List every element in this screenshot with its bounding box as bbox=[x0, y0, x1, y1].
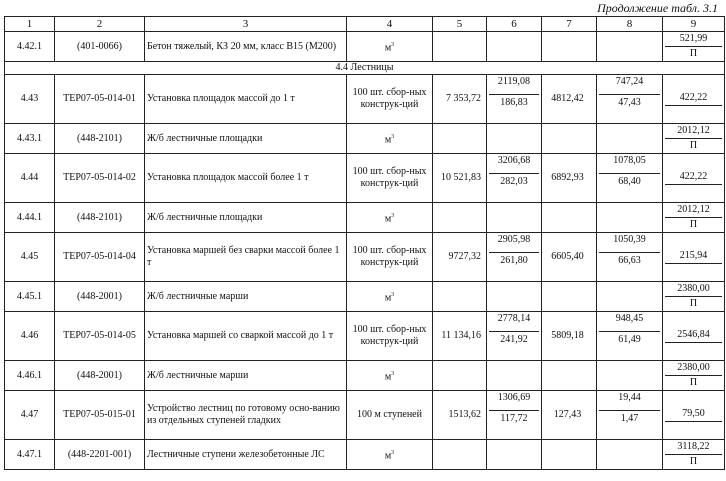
header-col-3: 3 bbox=[145, 17, 347, 32]
wage-cost bbox=[487, 391, 542, 440]
rate-code: ТЕР07-05-014-04 bbox=[55, 233, 145, 282]
table-row bbox=[5, 32, 725, 62]
header-col-2: 2 bbox=[55, 17, 145, 32]
wage-cost bbox=[487, 154, 542, 203]
table-row bbox=[5, 440, 725, 470]
header-col-1: 1 bbox=[5, 17, 55, 32]
wage-sub-value: 282,03 bbox=[500, 176, 528, 187]
machine-cost bbox=[542, 361, 597, 391]
unit-cell bbox=[347, 233, 433, 282]
work-name: Устройство лестниц по готовому осно-ванию из отдельных ступеней гладких bbox=[145, 391, 347, 440]
machinist-sub-value: 66,63 bbox=[618, 255, 641, 266]
machine-cost bbox=[542, 391, 597, 440]
table-row bbox=[5, 124, 725, 154]
material-cost bbox=[663, 361, 725, 391]
unit-superscript: 3 bbox=[391, 370, 395, 377]
total-cost bbox=[433, 32, 487, 62]
table-row bbox=[5, 75, 725, 124]
unit-cell bbox=[347, 282, 433, 312]
wage-cost bbox=[487, 312, 542, 361]
section-title: 4.4 Лестницы bbox=[5, 62, 725, 75]
item-number: 4.42.1 bbox=[5, 32, 55, 62]
unit-text: м bbox=[384, 450, 392, 462]
material-cost bbox=[663, 233, 725, 282]
machine-cost bbox=[542, 233, 597, 282]
unit-superscript: 3 bbox=[391, 133, 395, 140]
wage-value: 2119,08 bbox=[489, 75, 539, 95]
material-cost bbox=[663, 32, 725, 62]
total-cost-value: 9727,32 bbox=[448, 250, 481, 262]
table-row bbox=[5, 154, 725, 203]
unit-superscript: 3 bbox=[391, 41, 395, 48]
unit-cell bbox=[347, 440, 433, 470]
machinist-cost bbox=[597, 233, 663, 282]
machine-cost bbox=[542, 124, 597, 154]
work-name: Ж/б лестничные площадки bbox=[145, 203, 347, 233]
material-value: 2546,84 bbox=[665, 329, 722, 343]
total-cost bbox=[433, 233, 487, 282]
work-name: Установка площадок массой до 1 т bbox=[145, 75, 347, 124]
rate-code: (448-2101) bbox=[55, 124, 145, 154]
work-name: Установка маршей без сварки массой более 1 т bbox=[145, 233, 347, 282]
work-name: Ж/б лестничные площадки bbox=[145, 124, 347, 154]
machine-cost bbox=[542, 32, 597, 62]
machinist-sub-value: 68,40 bbox=[618, 176, 641, 187]
wage-cost bbox=[487, 440, 542, 470]
machinist-cost bbox=[597, 440, 663, 470]
material-cost bbox=[663, 391, 725, 440]
machine-cost bbox=[542, 75, 597, 124]
header-row bbox=[5, 17, 725, 32]
total-cost bbox=[433, 124, 487, 154]
wage-cost bbox=[487, 203, 542, 233]
machinist-value: 1078,05 bbox=[599, 154, 660, 174]
machinist-cost bbox=[597, 361, 663, 391]
unit-text: 100 шт. сбор-ных конструк-ций bbox=[352, 245, 427, 268]
total-cost bbox=[433, 75, 487, 124]
machinist-cost bbox=[597, 312, 663, 361]
unit-text: м bbox=[384, 371, 392, 383]
header-col-7: 7 bbox=[542, 17, 597, 32]
unit-text: м bbox=[384, 42, 392, 54]
wage-cost bbox=[487, 75, 542, 124]
total-cost-value: 10 521,83 bbox=[441, 171, 481, 183]
material-mark: П bbox=[689, 297, 698, 309]
unit-text: 100 шт. сбор-ных конструк-ций bbox=[352, 324, 427, 347]
item-number: 4.47 bbox=[5, 391, 55, 440]
unit-superscript: 3 bbox=[391, 212, 395, 219]
wage-cost bbox=[487, 282, 542, 312]
machine-cost bbox=[542, 203, 597, 233]
material-cost bbox=[663, 75, 725, 124]
wage-cost bbox=[487, 124, 542, 154]
wage-cost bbox=[487, 32, 542, 62]
material-mark: П bbox=[689, 376, 698, 388]
item-number: 4.43 bbox=[5, 75, 55, 124]
section-row bbox=[5, 62, 725, 75]
machinist-cost bbox=[597, 75, 663, 124]
wage-cost bbox=[487, 233, 542, 282]
rate-code: (448-2201-001) bbox=[55, 440, 145, 470]
material-cost bbox=[663, 282, 725, 312]
machine-value: 4812,42 bbox=[551, 92, 584, 104]
unit-cell bbox=[347, 312, 433, 361]
machinist-cost bbox=[597, 282, 663, 312]
unit-superscript: 3 bbox=[391, 449, 395, 456]
material-value: 422,22 bbox=[665, 171, 722, 185]
machine-value: 127,43 bbox=[553, 408, 582, 420]
unit-text: 100 шт. сбор-ных конструк-ций bbox=[352, 166, 427, 189]
unit-text: 100 шт. сбор-ных конструк-ций bbox=[352, 87, 427, 110]
work-name: Установка маршей со сваркой массой до 1 т bbox=[145, 312, 347, 361]
table-row bbox=[5, 233, 725, 282]
unit-cell bbox=[347, 203, 433, 233]
machinist-cost bbox=[597, 32, 663, 62]
table-row bbox=[5, 361, 725, 391]
work-name: Ж/б лестничные марши bbox=[145, 282, 347, 312]
table-row bbox=[5, 282, 725, 312]
work-name: Бетон тяжелый, КЗ 20 мм, класс В15 (М200) bbox=[145, 32, 347, 62]
machinist-value: 19,44 bbox=[599, 391, 660, 411]
machine-cost bbox=[542, 440, 597, 470]
unit-text: 100 м ступеней bbox=[357, 409, 422, 420]
machinist-sub-value: 1,47 bbox=[620, 413, 639, 424]
total-cost-value: 1513,62 bbox=[448, 408, 481, 420]
material-value: 2380,00 bbox=[665, 362, 722, 376]
machinist-value: 1050,39 bbox=[599, 233, 660, 253]
machine-cost bbox=[542, 312, 597, 361]
machine-value: 5809,18 bbox=[551, 329, 584, 341]
table-row bbox=[5, 391, 725, 440]
wage-sub-value: 117,72 bbox=[500, 413, 528, 424]
rate-code: (401-0066) bbox=[55, 32, 145, 62]
header-col-6: 6 bbox=[487, 17, 542, 32]
total-cost bbox=[433, 391, 487, 440]
material-cost bbox=[663, 440, 725, 470]
work-name: Установка площадок массой более 1 т bbox=[145, 154, 347, 203]
rate-code: ТЕР07-05-015-01 bbox=[55, 391, 145, 440]
material-mark: П bbox=[689, 218, 698, 230]
wage-sub-value: 241,92 bbox=[500, 334, 528, 345]
machinist-value: 747,24 bbox=[599, 75, 660, 95]
wage-cost bbox=[487, 361, 542, 391]
rates-table bbox=[4, 16, 725, 470]
unit-superscript: 3 bbox=[391, 291, 395, 298]
total-cost bbox=[433, 154, 487, 203]
machine-value: 6605,40 bbox=[551, 250, 584, 262]
header-col-8: 8 bbox=[597, 17, 663, 32]
total-cost bbox=[433, 440, 487, 470]
unit-cell bbox=[347, 124, 433, 154]
material-value: 2012,12 bbox=[665, 204, 722, 218]
wage-value: 2778,14 bbox=[489, 312, 539, 332]
header-col-5: 5 bbox=[433, 17, 487, 32]
item-number: 4.45.1 bbox=[5, 282, 55, 312]
unit-text: м bbox=[384, 213, 392, 225]
unit-cell bbox=[347, 154, 433, 203]
material-cost bbox=[663, 124, 725, 154]
material-value: 3118,22 bbox=[665, 441, 722, 455]
item-number: 4.45 bbox=[5, 233, 55, 282]
item-number: 4.44.1 bbox=[5, 203, 55, 233]
unit-cell bbox=[347, 361, 433, 391]
rate-code: ТЕР07-05-014-05 bbox=[55, 312, 145, 361]
material-mark: П bbox=[689, 455, 698, 467]
machinist-value: 948,45 bbox=[599, 312, 660, 332]
total-cost bbox=[433, 312, 487, 361]
material-cost bbox=[663, 154, 725, 203]
item-number: 4.44 bbox=[5, 154, 55, 203]
item-number: 4.47.1 bbox=[5, 440, 55, 470]
material-cost bbox=[663, 203, 725, 233]
total-cost bbox=[433, 203, 487, 233]
header-col-4: 4 bbox=[347, 17, 433, 32]
unit-text: м bbox=[384, 292, 392, 304]
rate-code: ТЕР07-05-014-02 bbox=[55, 154, 145, 203]
wage-value: 1306,69 bbox=[489, 391, 539, 411]
total-cost-value: 7 353,72 bbox=[446, 92, 481, 104]
machinist-sub-value: 61,49 bbox=[618, 334, 641, 345]
machinist-cost bbox=[597, 203, 663, 233]
rate-code: ТЕР07-05-014-01 bbox=[55, 75, 145, 124]
material-mark: П bbox=[689, 47, 698, 59]
machinist-cost bbox=[597, 124, 663, 154]
rate-code: (448-2001) bbox=[55, 282, 145, 312]
wage-value: 2905,98 bbox=[489, 233, 539, 253]
unit-cell bbox=[347, 391, 433, 440]
rate-code: (448-2101) bbox=[55, 203, 145, 233]
machinist-sub-value: 47,43 bbox=[618, 97, 641, 108]
item-number: 4.46.1 bbox=[5, 361, 55, 391]
machine-cost bbox=[542, 282, 597, 312]
work-name: Ж/б лестничные марши bbox=[145, 361, 347, 391]
table-row bbox=[5, 312, 725, 361]
wage-value: 3206,68 bbox=[489, 154, 539, 174]
material-value: 79,50 bbox=[665, 408, 722, 422]
item-number: 4.43.1 bbox=[5, 124, 55, 154]
machinist-cost bbox=[597, 154, 663, 203]
unit-cell bbox=[347, 32, 433, 62]
material-value: 422,22 bbox=[665, 92, 722, 106]
material-cost bbox=[663, 312, 725, 361]
material-value: 2012,12 bbox=[665, 125, 722, 139]
wage-sub-value: 186,83 bbox=[500, 97, 528, 108]
table-row bbox=[5, 203, 725, 233]
material-value: 521,99 bbox=[665, 33, 722, 47]
material-value: 215,94 bbox=[665, 250, 722, 264]
item-number: 4.46 bbox=[5, 312, 55, 361]
material-value: 2380,00 bbox=[665, 283, 722, 297]
header-col-9: 9 bbox=[663, 17, 725, 32]
unit-cell bbox=[347, 75, 433, 124]
machine-value: 6892,93 bbox=[551, 171, 584, 183]
wage-sub-value: 261,80 bbox=[500, 255, 528, 266]
work-name: Лестничные ступени железобетонные ЛС bbox=[145, 440, 347, 470]
material-mark: П bbox=[689, 139, 698, 151]
total-cost bbox=[433, 361, 487, 391]
rate-code: (448-2001) bbox=[55, 361, 145, 391]
machinist-cost bbox=[597, 391, 663, 440]
total-cost bbox=[433, 282, 487, 312]
table-caption: Продолжение табл. 3.1 bbox=[597, 1, 718, 15]
unit-text: м bbox=[384, 134, 392, 146]
machine-cost bbox=[542, 154, 597, 203]
total-cost-value: 11 134,16 bbox=[441, 329, 481, 341]
